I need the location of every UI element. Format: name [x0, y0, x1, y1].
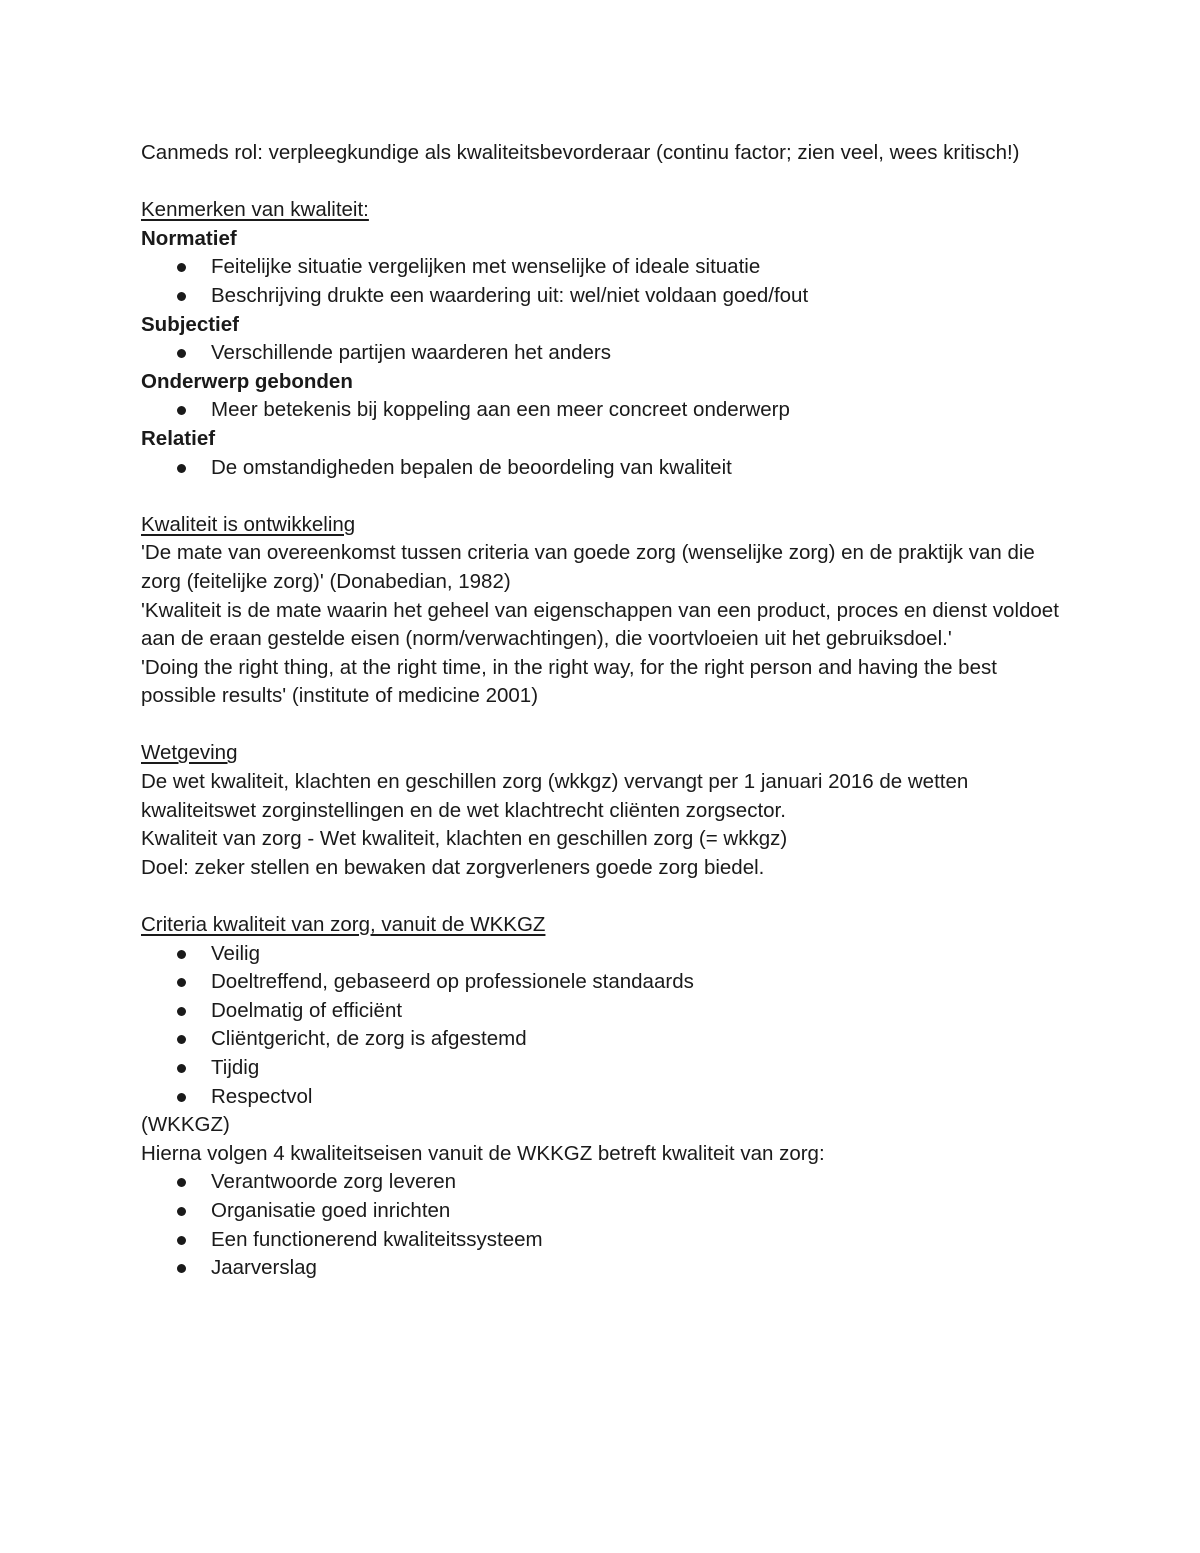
wetgeving-line-2: Kwaliteit van zorg - Wet kwaliteit, klachten en geschillen zorg (= wkkgz)	[141, 827, 788, 851]
bullet-icon	[177, 1236, 186, 1245]
spacer	[141, 482, 1061, 511]
list-item-text: Beschrijving drukte een waardering uit: wel/niet voldaan goed/fout	[211, 283, 809, 307]
spacer	[141, 882, 1061, 911]
list-item	[141, 1197, 1061, 1226]
list-item	[141, 968, 1061, 997]
list-item-text: Doeltreffend, gebaseerd op professionele standaards	[211, 970, 694, 994]
bullet-icon	[177, 406, 186, 415]
spacer	[141, 168, 1061, 197]
normatief-list	[141, 253, 1061, 310]
quote-donabedian: 'De mate van overeenkomst tussen criteria van goede zorg (wenselijke zorg) en de praktijk van die zorg (feitelijke zorg)' (Donabedian, 1982)	[141, 541, 1035, 593]
list-item	[141, 396, 1061, 425]
wetgeving-heading: Wetgeving	[141, 741, 238, 765]
bullet-icon	[177, 1007, 186, 1016]
criteria-source: (WKKGZ)	[141, 1113, 230, 1137]
bullet-icon	[177, 1064, 186, 1073]
list-item	[141, 1254, 1061, 1283]
bullet-icon	[177, 349, 186, 358]
list-item-text: Tijdig	[211, 1056, 260, 1079]
criteria-heading: Criteria kwaliteit van zorg, vanuit de WKKGZ	[141, 913, 546, 937]
onderwerp-gebonden-list	[141, 396, 1061, 425]
intro-text: Canmeds rol: verpleegkundige als kwaliteitsbevorderaar (continu factor; zien veel, wees kritisch!)	[141, 141, 1020, 164]
bullet-icon	[177, 1035, 186, 1044]
list-item	[141, 253, 1061, 282]
list-item-text: De omstandigheden bepalen de beoordeling van kwaliteit	[211, 455, 732, 479]
quote-kwaliteit-definitie: 'Kwaliteit is de mate waarin het geheel van eigenschappen van een product, proces en dienst voldoet aan de eraan gestelde eisen (norm/verwachtingen), die voortvloeien uit het gebruiksdoel.'	[141, 598, 1059, 651]
bullet-icon	[177, 263, 186, 272]
list-item-text: Meer betekenis bij koppeling aan een meer concreet onderwerp	[211, 398, 790, 422]
list-item-text: Cliëntgericht, de zorg is afgestemd	[211, 1027, 527, 1051]
eisen-intro: Hierna volgen 4 kwaliteitseisen vanuit de WKKGZ betreft kwaliteit van zorg:	[141, 1141, 825, 1165]
group-title-normatief: Normatief	[141, 226, 237, 250]
bullet-icon	[177, 950, 186, 959]
list-item-text: Verantwoorde zorg leveren	[211, 1170, 457, 1194]
criteria-list	[141, 940, 1061, 1112]
document-page	[141, 139, 1061, 1283]
list-item	[141, 282, 1061, 311]
list-item	[141, 1054, 1061, 1083]
list-item	[141, 339, 1061, 368]
bullet-icon	[177, 1178, 186, 1187]
relatief-list	[141, 454, 1061, 483]
list-item-text: Organisatie goed inrichten	[211, 1198, 451, 1222]
list-item-text: Veilig	[211, 941, 261, 965]
bullet-icon	[177, 292, 186, 301]
list-item-text: Verschillende partijen waarderen het anders	[211, 341, 612, 365]
group-title-onderwerp-gebonden: Onderwerp gebonden	[141, 369, 353, 393]
spacer	[141, 711, 1061, 740]
list-item-text: Doelmatig of efficiënt	[211, 998, 403, 1022]
bullet-icon	[177, 1264, 186, 1273]
list-item	[141, 940, 1061, 969]
list-item	[141, 1025, 1061, 1054]
list-item-text: Respectvol	[211, 1084, 313, 1108]
list-item	[141, 1083, 1061, 1112]
list-item-text: Een functionerend kwaliteitssysteem	[211, 1227, 543, 1251]
kenmerken-heading: Kenmerken van kwaliteit:	[141, 198, 369, 222]
ontwikkeling-heading: Kwaliteit is ontwikkeling	[141, 512, 356, 536]
eisen-list	[141, 1168, 1061, 1282]
quote-institute-of-medicine: 'Doing the right thing, at the right time, in the right way, for the right person and having the best possible results' (institute of medicine 2001)	[141, 655, 997, 708]
bullet-icon	[177, 1093, 186, 1102]
list-item-text: Feitelijke situatie vergelijken met wenselijke of ideale situatie	[211, 255, 761, 279]
list-item	[141, 454, 1061, 483]
list-item	[141, 997, 1061, 1026]
bullet-icon	[177, 464, 186, 473]
wetgeving-line-1: De wet kwaliteit, klachten en geschillen zorg (wkkgz) vervangt per 1 januari 2016 de wetten kwaliteitswet zorginstellingen en de wet klachtrecht cliënten zorgsector.	[141, 770, 969, 822]
subjectief-list	[141, 339, 1061, 368]
list-item-text: Jaarverslag	[211, 1256, 317, 1280]
wetgeving-line-3: Doel: zeker stellen en bewaken dat zorgverleners goede zorg biedel.	[141, 855, 765, 879]
bullet-icon	[177, 1207, 186, 1216]
group-title-relatief: Relatief	[141, 426, 216, 450]
bullet-icon	[177, 978, 186, 987]
list-item	[141, 1226, 1061, 1255]
group-title-subjectief: Subjectief	[141, 312, 239, 336]
list-item	[141, 1168, 1061, 1197]
